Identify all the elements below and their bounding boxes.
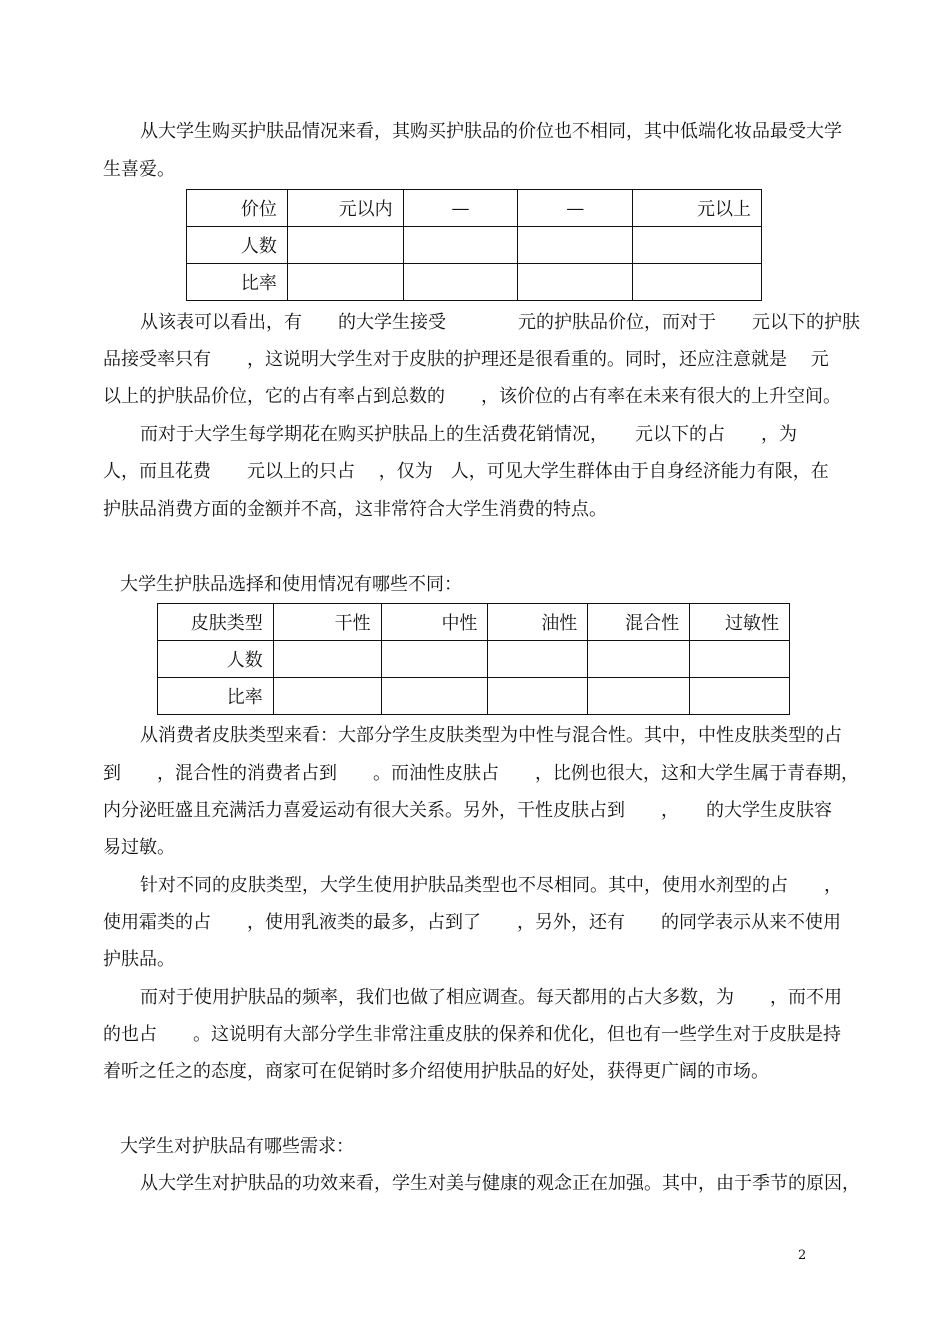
table-row (187, 190, 762, 227)
table-row (187, 227, 762, 264)
table-cell (488, 678, 588, 715)
table-cell (588, 678, 690, 715)
para3-line2: 人，而且花费 元以上的只占 ，仅为 人，可见大学生群体由于自身经济能力有限，在 (103, 461, 829, 482)
table-cell (690, 678, 790, 715)
para6-line1: 而对于使用护肤品的频率，我们也做了相应调查。每天都用的占大多数，为 ，而不用 (140, 987, 842, 1008)
page-number: 2 (798, 1248, 807, 1263)
para5-line2: 使用霜类的占 ，使用乳液类的最多，占到了 ，另外，还有 的同学表示从来不使用 (103, 912, 841, 933)
table-cell: 中性 (381, 604, 488, 641)
table-row (158, 678, 790, 715)
table-cell: 元以内 (287, 190, 403, 227)
para4-line4: 易过敏。 (103, 837, 175, 858)
table-cell (287, 264, 403, 301)
table-cell: 元以上 (633, 190, 762, 227)
table-cell (381, 678, 488, 715)
table-cell: 人数 (187, 227, 288, 264)
table-cell: 比率 (187, 264, 288, 301)
table-cell (273, 641, 381, 678)
table-row (187, 264, 762, 301)
table-cell: 价位 (187, 190, 288, 227)
table-cell (518, 264, 633, 301)
table-cell: — (403, 190, 518, 227)
table-cell (273, 678, 381, 715)
table-cell (690, 641, 790, 678)
table-cell: 混合性 (588, 604, 690, 641)
table-cell: 人数 (158, 641, 274, 678)
para4-line2: 到 ，混合性的消费者占到 。而油性皮肤占 ，比例也很大，这和大学生属于青春期， (103, 763, 859, 784)
table-cell (633, 264, 762, 301)
table-cell: 干性 (273, 604, 381, 641)
section-heading-selection: 大学生护肤品选择和使用情况有哪些不同： (120, 574, 462, 595)
table-cell (381, 641, 488, 678)
para2-line3: 以上的护肤品价位，它的占有率占到总数的 ，该价位的占有率在未来有很大的上升空间。 (103, 386, 841, 407)
table-cell: 过敏性 (690, 604, 790, 641)
skin-type-table (157, 603, 790, 715)
price-range-table (186, 189, 762, 301)
table-cell (518, 227, 633, 264)
para2-line2: 品接受率只有 ，这说明大学生对于皮肤的护理还是很看重的。同时，还应注意就是 元 (103, 349, 829, 370)
table-cell (403, 264, 518, 301)
table-cell: — (518, 190, 633, 227)
para5-line3: 护肤品。 (103, 949, 175, 970)
table-cell (588, 641, 690, 678)
table-cell: 皮肤类型 (158, 604, 274, 641)
para6-line2: 的也占 。这说明有大部分学生非常注重皮肤的保养和优化，但也有一些学生对于皮肤是持 (103, 1024, 841, 1045)
para3-line3: 护肤品消费方面的金额并不高，这非常符合大学生消费的特点。 (103, 499, 607, 520)
table-cell (287, 227, 403, 264)
table-cell: 油性 (488, 604, 588, 641)
para4-line1: 从消费者皮肤类型来看：大部分学生皮肤类型为中性与混合性。其中，中性皮肤类型的占 (140, 725, 842, 746)
para3-line1: 而对于大学生每学期花在购买护肤品上的生活费花销情况， 元以下的占 ，为 (140, 424, 797, 445)
table-row (158, 604, 790, 641)
table-cell (403, 227, 518, 264)
para4-line3: 内分泌旺盛且充满活力喜爱运动有很大关系。另外，干性皮肤占到 ， 的大学生皮肤容 (103, 800, 832, 821)
para1-line1: 从大学生购买护肤品情况来看，其购买护肤品的价位也不相同，其中低端化妆品最受大学 (140, 121, 842, 142)
table-cell (633, 227, 762, 264)
para6-line3: 着听之任之的态度，商家可在促销时多介绍使用护肤品的好处，获得更广阔的市场。 (103, 1061, 769, 1082)
table-cell: 比率 (158, 678, 274, 715)
para7-line1: 从大学生对护肤品的功效来看，学生对美与健康的观念正在加强。其中，由于季节的原因， (140, 1173, 860, 1194)
para1-line2: 生喜爱。 (103, 159, 175, 180)
table-cell (488, 641, 588, 678)
section-heading-needs: 大学生对护肤品有哪些需求： (120, 1136, 354, 1157)
table-row (158, 641, 790, 678)
para2-line1: 从该表可以看出，有 的大学生接受 元的护肤品价位，而对于 元以下的护肤 (140, 312, 860, 333)
para5-line1: 针对不同的皮肤类型，大学生使用护肤品类型也不尽相同。其中，使用水剂型的占 ， (140, 875, 842, 896)
